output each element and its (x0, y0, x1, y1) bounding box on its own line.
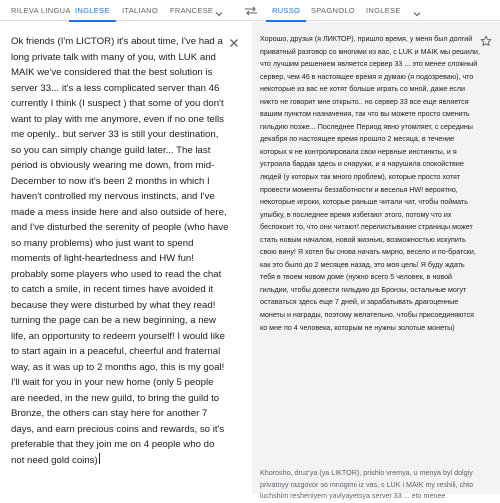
source-text-content: Ok friends (I'm LICTOR) it's about time, I've had a long private talk with many of you, with LUK and MAIK we've considered that the best solution is server 33... it's a less complicated server than 46 currently I think (I suspect ) that some of you don't want to play with me anymore, even if no one tells me openly.. but server 33 is still your destination, so you can simply change guild later... The last period is obviously wearing me down, from mid-December to now it's been 2 months in which I haven't controlled my nervous instincts, and I've made a mess inside here and also outside of here, and I've disturbed the serenity of people (who have so many problems) who just want to spend moments of light-heartedness and HW fun! probably some players who used to read the chat to catch a smile, in recent times have avoided it because they were disturbed by what they read! turning the page can be a new beginning, a new life, an opportunity to redeem yourself! I would like to start again in a peaceful, cheerful and fraternal way, as it was up to 2 months ago, this is my goal! I'll wait for you in your new home (only 5 people are needed, in the new guild, to bring the guild to Bronze, the others can stay here for another 7 days, and earn precious coins and rewards, so it's preferable that they join me on 4 people who do not need gold coins) (11, 36, 232, 466)
target-more-languages-chevron-down-icon[interactable] (412, 6, 422, 16)
tab-target-russian[interactable]: RUSSO (272, 0, 300, 21)
source-text-input[interactable] (11, 34, 232, 468)
source-more-languages-chevron-down-icon[interactable] (214, 6, 224, 16)
swap-languages-icon[interactable] (244, 4, 258, 16)
source-panel (0, 22, 248, 494)
text-cursor (99, 453, 100, 464)
tab-source-english[interactable]: INGLESE (75, 0, 110, 21)
translation-panel (252, 22, 500, 500)
clear-text-close-icon[interactable] (229, 35, 239, 45)
language-tab-bar (0, 0, 500, 21)
tab-target-spanish[interactable]: SPAGNOLO (311, 6, 355, 15)
tab-target-english[interactable]: INGLESE (366, 6, 401, 15)
tab-source-french[interactable]: FRANCESE (170, 6, 214, 15)
transliteration-text: Khorosho, druz'ya (ya LIKTOR), prishlo vremya, u menya byl dolgiy privatnyy razgovor so mnogimi iz vas, s LUK i MAIK my reshili, chto luchshim resheniyem yavlyayetsya server 33 ... eto menee (260, 469, 476, 500)
save-translation-star-icon[interactable] (480, 34, 492, 46)
translation-output: Хорошо, друзья (я ЛИКТОР), пришло время, у меня был долгий приватный разговор со многими из вас, с LUK и MAIK мы решили, что лучшим решением является сервер 33 ... это менее сложный сервер, чем 46 в настоящее время я думаю (я подозреваю), что некоторые из вас не хотят больше играть со мной, даже если никто не говорит мне открыто.. но сервер 33 все еще является вашим пунктом назначения, так что вы можете просто сменить гильдию позже... Последнее Период явно утомляет, с середины декабря по настоящее время прошло 2 месяца, в течение которых я не контролировала свои нервные инстинкты, и я устроила бардак здесь и снаружи, и я нарушила спокойствие людей (у которых так много проблем), которые просто хотят провести моменты беззаботности и веселья HW! вероятно, некоторые игроки, которые раньше читали чат, чтобы поймать улыбку, в последнее время избегают этого, потому что их беспокоит то, что они читают! перелистывание страницы может стать новым началом, новой жизнью, возможностью искупить свою вину! Я хотел бы снова начать мирно, весело и по-братски, как это было до 2 месяцев назад, это моя цель! Я буду ждать тебя в твоем новом доме (нужно всего 5 человек, в новой гильдии, чтобы довести гильдию до Бронзы, остальные могут оставаться здесь еще 7 дней, и зарабатывать драгоценные монеты и награды, поэтому желательно, чтобы присоединяются ко мне по 4 человека, которым не нужны золотые монеты) (260, 35, 482, 332)
tab-source-italian[interactable]: ITALIANO (122, 6, 159, 15)
tab-detect-language[interactable]: RILEVA LINGUA (11, 6, 71, 15)
